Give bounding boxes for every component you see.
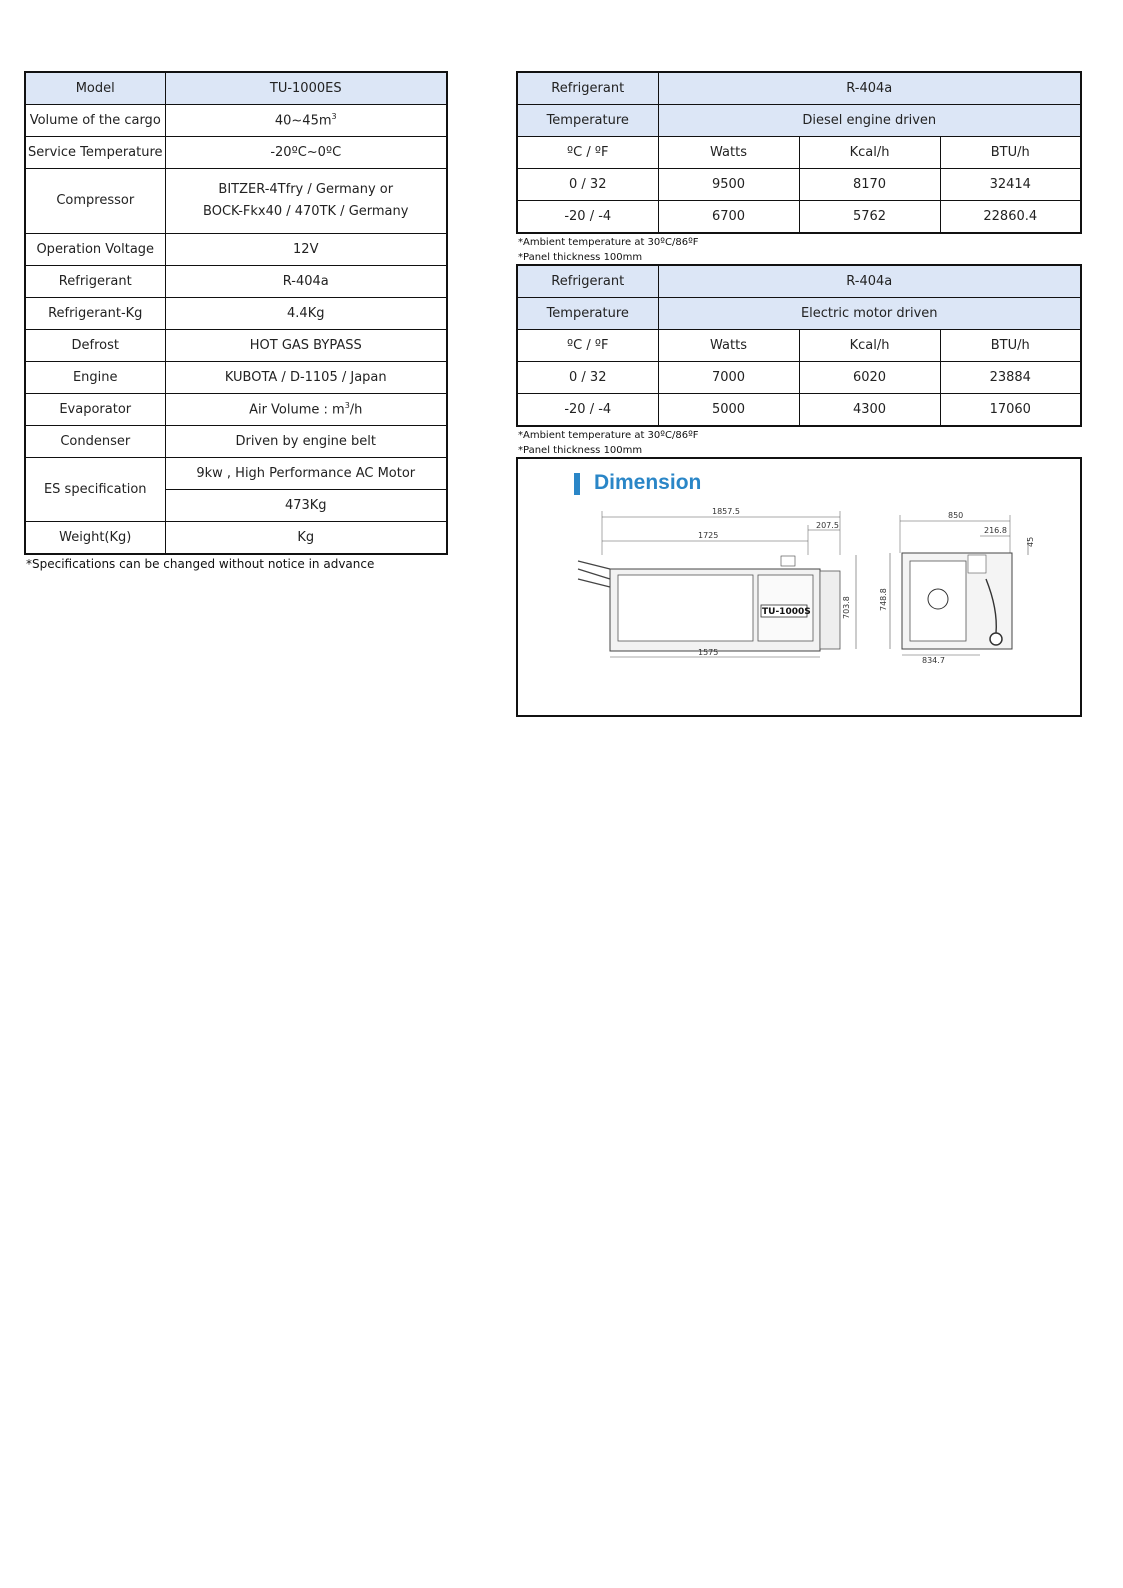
unit-badge: TU-1000S xyxy=(762,607,811,617)
table-cell: 17060 xyxy=(940,394,1081,427)
spec-row-defrost xyxy=(25,330,447,362)
table-cell: 6020 xyxy=(799,362,940,394)
evaporator-value: Air Volume : m xyxy=(249,402,345,418)
spec-row-condenser xyxy=(25,426,447,458)
column-header: Kcal/h xyxy=(799,330,940,362)
spec-label: Service Temperature xyxy=(25,137,165,169)
spec-row-model xyxy=(25,72,447,105)
compressor-line-1: BITZER-4Tfry / Germany or xyxy=(218,182,394,197)
panel-note: *Panel thickness 100mm xyxy=(518,252,643,263)
dimension-title: Dimension xyxy=(594,471,702,494)
diesel-temperature-row xyxy=(517,105,1081,137)
dimension-drawing xyxy=(518,459,1080,715)
spec-value: 9kw , High Performance AC Motor xyxy=(165,458,447,490)
spec-footnote: *Specifications can be changed without notice in advance xyxy=(26,557,375,571)
spec-label: Defrost xyxy=(25,330,165,362)
dim-front-height: 703.8 xyxy=(842,596,851,619)
spec-label: Volume of the cargo xyxy=(25,105,165,137)
spec-value: 4.4Kg xyxy=(165,298,447,330)
electric-capacity-table xyxy=(516,264,1082,427)
spec-row-compressor xyxy=(25,169,447,234)
spec-value: TU-1000ES xyxy=(165,72,447,105)
refrigerant-value: R-404a xyxy=(658,72,1081,105)
diesel-capacity-table xyxy=(516,71,1082,234)
ambient-note: *Ambient temperature at 30ºC/86ºF xyxy=(518,430,699,441)
spec-label: Refrigerant-Kg xyxy=(25,298,165,330)
table-row xyxy=(517,201,1081,234)
table-row xyxy=(517,362,1081,394)
spec-value: Driven by engine belt xyxy=(165,426,447,458)
electric-refrigerant-row xyxy=(517,265,1081,298)
evaporator-suffix: /h xyxy=(349,402,363,418)
dim-side-depth: 850 xyxy=(948,511,964,520)
table-cell: 5762 xyxy=(799,201,940,234)
refrigerant-value: R-404a xyxy=(658,265,1081,298)
column-header: ºC / ºF xyxy=(517,137,658,169)
column-header: Watts xyxy=(658,137,799,169)
spec-label: Condenser xyxy=(25,426,165,458)
column-header: BTU/h xyxy=(940,137,1081,169)
diesel-notes xyxy=(518,235,699,265)
dim-side-base: 834.7 xyxy=(922,656,945,665)
spec-row-weight xyxy=(25,522,447,555)
dim-front-width: 1857.5 xyxy=(712,507,740,516)
spec-row-refrigerant xyxy=(25,266,447,298)
table-cell: 5000 xyxy=(658,394,799,427)
dim-side-top: 45 xyxy=(1026,536,1035,547)
spec-row-engine xyxy=(25,362,447,394)
table-cell: 32414 xyxy=(940,169,1081,201)
spec-label: Evaporator xyxy=(25,394,165,426)
drive-mode: Electric motor driven xyxy=(658,298,1081,330)
temperature-label: Temperature xyxy=(517,105,658,137)
electric-temperature-row xyxy=(517,298,1081,330)
spec-label: Refrigerant xyxy=(25,266,165,298)
spec-value: -20ºC~0ºC xyxy=(165,137,447,169)
table-cell: -20 / -4 xyxy=(517,394,658,427)
dim-front-inner: 1725 xyxy=(698,531,719,540)
spec-row-refrigerant-kg xyxy=(25,298,447,330)
diesel-header-row xyxy=(517,137,1081,169)
panel-note: *Panel thickness 100mm xyxy=(518,445,643,456)
specification-table xyxy=(24,71,448,555)
table-cell: 0 / 32 xyxy=(517,169,658,201)
table-cell: 9500 xyxy=(658,169,799,201)
dimension-panel xyxy=(516,457,1082,717)
spec-value xyxy=(165,394,447,426)
electric-notes xyxy=(518,428,699,458)
table-cell: 7000 xyxy=(658,362,799,394)
spec-row-operation-voltage xyxy=(25,234,447,266)
column-header: BTU/h xyxy=(940,330,1081,362)
spec-label: Model xyxy=(25,72,165,105)
table-cell: 22860.4 xyxy=(940,201,1081,234)
spec-label: ES specification xyxy=(25,458,165,522)
table-row xyxy=(517,169,1081,201)
table-cell: 8170 xyxy=(799,169,940,201)
spec-value xyxy=(165,169,447,234)
electric-header-row xyxy=(517,330,1081,362)
front-view-drawing xyxy=(578,507,856,657)
spec-row-service-temperature xyxy=(25,137,447,169)
table-cell: 0 / 32 xyxy=(517,362,658,394)
spec-value: 12V xyxy=(165,234,447,266)
dim-front-base: 1575 xyxy=(698,648,719,657)
dim-side-offset: 216.8 xyxy=(984,526,1007,535)
dim-front-offset: 207.5 xyxy=(816,521,839,530)
volume-value: 40~45m xyxy=(274,113,332,129)
spec-label: Operation Voltage xyxy=(25,234,165,266)
spec-value: R-404a xyxy=(165,266,447,298)
column-header: ºC / ºF xyxy=(517,330,658,362)
spec-value: Kg xyxy=(165,522,447,555)
column-header: Watts xyxy=(658,330,799,362)
spec-label: Engine xyxy=(25,362,165,394)
refrigerant-label: Refrigerant xyxy=(517,265,658,298)
diesel-refrigerant-row xyxy=(517,72,1081,105)
spec-row-volume xyxy=(25,105,447,137)
table-row xyxy=(517,394,1081,427)
drive-mode: Diesel engine driven xyxy=(658,105,1081,137)
table-cell: -20 / -4 xyxy=(517,201,658,234)
dim-side-height: 748.8 xyxy=(879,588,888,611)
spec-label: Compressor xyxy=(25,169,165,234)
temperature-label: Temperature xyxy=(517,298,658,330)
refrigerant-label: Refrigerant xyxy=(517,72,658,105)
volume-superscript: 3 xyxy=(331,112,337,122)
table-cell: 23884 xyxy=(940,362,1081,394)
spec-row-es-specification xyxy=(25,458,447,490)
column-header: Kcal/h xyxy=(799,137,940,169)
table-cell: 4300 xyxy=(799,394,940,427)
spec-value: KUBOTA / D-1105 / Japan xyxy=(165,362,447,394)
spec-label: Weight(Kg) xyxy=(25,522,165,555)
spec-row-evaporator xyxy=(25,394,447,426)
compressor-line-2: BOCK-Fkx40 / 470TK / Germany xyxy=(203,204,409,219)
spec-value: HOT GAS BYPASS xyxy=(165,330,447,362)
spec-value xyxy=(165,105,447,137)
spec-value: 473Kg xyxy=(165,490,447,522)
ambient-note: *Ambient temperature at 30ºC/86ºF xyxy=(518,237,699,248)
side-view-drawing xyxy=(879,511,1035,665)
table-cell: 6700 xyxy=(658,201,799,234)
evaporator-superscript: 3 xyxy=(344,401,350,411)
